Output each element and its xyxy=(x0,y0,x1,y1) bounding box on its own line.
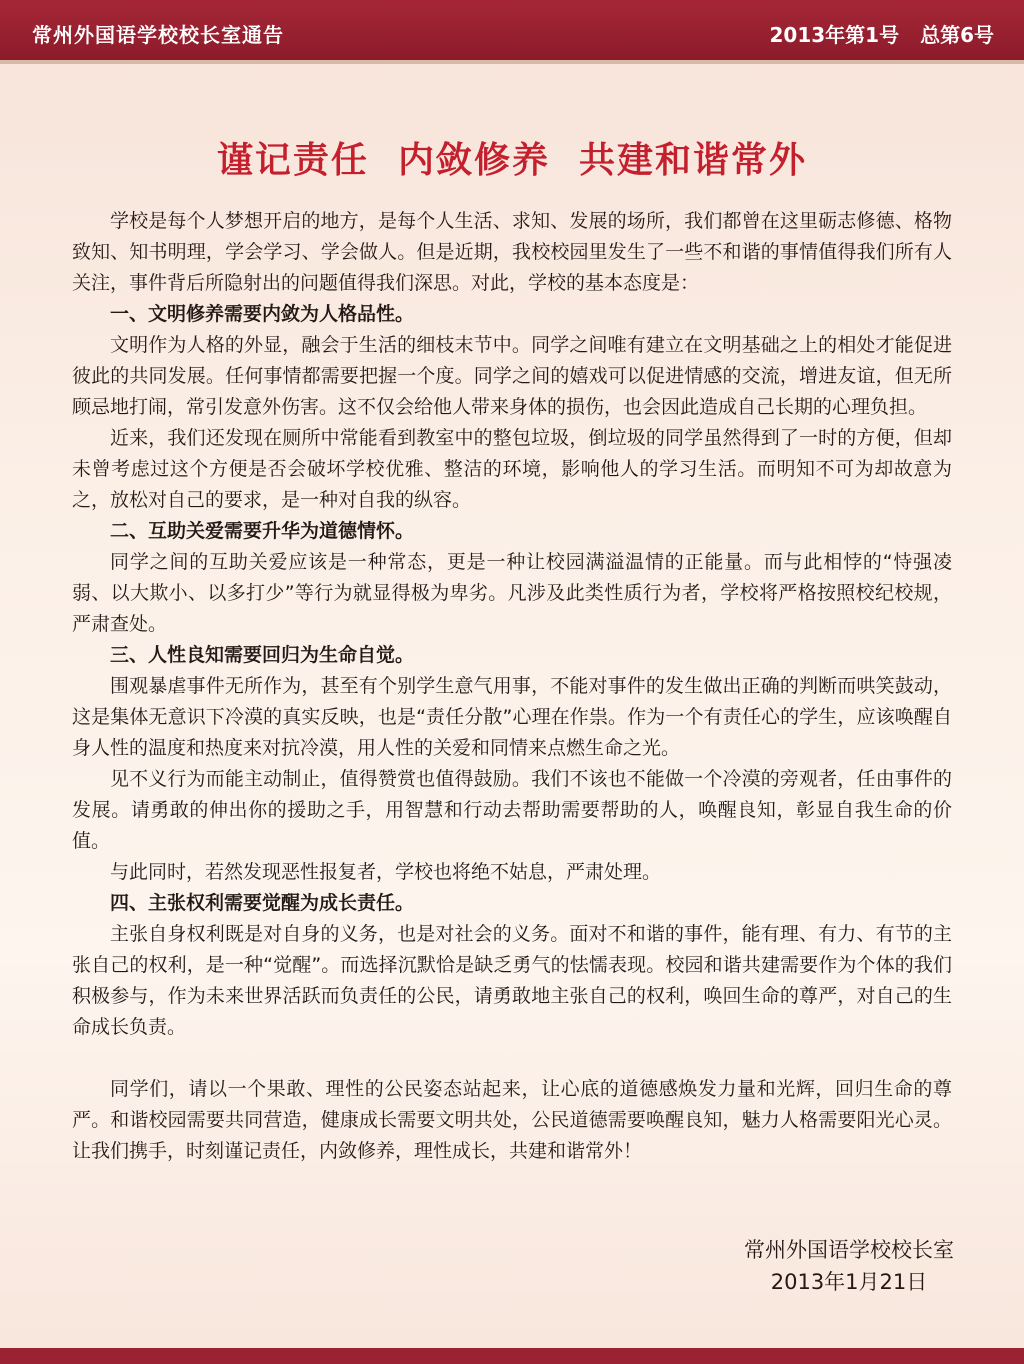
document-body xyxy=(72,206,952,1167)
paragraph-closing: 同学们，请以一个果敢、理性的公民姿态站起来，让心底的道德感焕发力量和光辉，回归生命的尊严。和谐校园需要共同营造，健康成长需要文明共处，公民道德需要唤醒良知，魅力人格需要阳光心灵。让我们携手，时刻谨记责任，内敛修养，理性成长，共建和谐常外！ xyxy=(72,1078,952,1162)
header-issue-info xyxy=(756,19,994,48)
document-title: 谨记责任 内敛修养 共建和谐常外 xyxy=(216,139,808,181)
header-bar xyxy=(0,0,1024,60)
section-heading-2: 二、互助关爱需要升华为道德情怀。 xyxy=(110,520,415,542)
paragraph: 主张自身权利既是对自身的义务，也是对社会的义务。面对不和谐的事件，能有理、有力、有节的主张自己的权利，是一种“觉醒”。而选择沉默恰是缺乏勇气的怯懦表现。校园和谐共建需要作为个体的我们积极参与，作为未来世界活跃而负责任的公民，请勇敢地主张自己的权利，唤回生命的尊严，对自己的生命成长负责。 xyxy=(72,923,952,1038)
signature-org: 常州外国语学校校长室 xyxy=(744,1238,954,1262)
paragraph: 近来，我们还发现在厕所中常能看到教室中的整包垃圾，倒垃圾的同学虽然得到了一时的方便，但却未曾考虑过这个方便是否会破坏学校优雅、整洁的环境，影响他人的学习生活。而明知不可为却故意为之，放松对自己的要求，是一种对自我的纵容。 xyxy=(72,427,952,511)
paragraph: 见不义行为而能主动制止，值得赞赏也值得鼓励。我们不该也不能做一个冷漠的旁观者，任由事件的发展。请勇敢的伸出你的援助之手，用智慧和行动去帮助需要帮助的人，唤醒良知，彰显自我生命的价值。 xyxy=(72,768,952,852)
paragraph: 同学之间的互助关爱应该是一种常态，更是一种让校园满溢温情的正能量。而与此相悖的“恃强凌弱、以大欺小、以多打少”等行为就显得极为卑劣。凡涉及此类性质行为者，学校将严格按照校纪校规，严肃查处。 xyxy=(72,551,952,635)
section-heading-1: 一、文明修养需要内敛为人格品性。 xyxy=(110,303,415,325)
paragraph: 与此同时，若然发现恶性报复者，学校也将绝不姑息，严肃处理。 xyxy=(110,861,662,883)
footer-bar xyxy=(0,1348,1024,1364)
header-issue: 2013年第1号 xyxy=(769,23,900,47)
header-total: 总第6号 xyxy=(920,23,994,47)
section-heading-4: 四、主张权利需要觉醒为成长责任。 xyxy=(110,892,415,914)
header-divider xyxy=(0,60,1024,64)
paragraph: 围观暴虐事件无所作为，甚至有个别学生意气用事，不能对事件的发生做出正确的判断而哄笑鼓动，这是集体无意识下冷漠的真实反映，也是“责任分散”心理在作祟。作为一个有责任心的学生，应该唤醒自身人性的温度和热度来对抗冷漠，用人性的关爱和同情来点燃生命之光。 xyxy=(72,675,952,759)
signature-date: 2013年1月21日 xyxy=(770,1270,928,1294)
header-org: 常州外国语学校校长室通告 xyxy=(32,23,284,47)
paragraph: 文明作为人格的外显，融会于生活的细枝末节中。同学之间唯有建立在文明基础之上的相处才能促进彼此的共同发展。任何事情都需要把握一个度。同学之间的嬉戏可以促进情感的交流，增进友谊，但无所顾忌地打闹，常引发意外伤害。这不仅会给他人带来身体的损伤，也会因此造成自己长期的心理负担。 xyxy=(72,334,952,418)
section-heading-3: 三、人性良知需要回归为生命自觉。 xyxy=(110,644,415,666)
signature-block xyxy=(744,1234,954,1298)
paragraph-intro: 学校是每个人梦想开启的地方，是每个人生活、求知、发展的场所，我们都曾在这里砺志修德、格物致知、知书明理，学会学习、学会做人。但是近期，我校校园里发生了一些不和谐的事情值得我们所有人关注，事件背后所隐射出的问题值得我们深思。对此，学校的基本态度是： xyxy=(72,210,952,294)
